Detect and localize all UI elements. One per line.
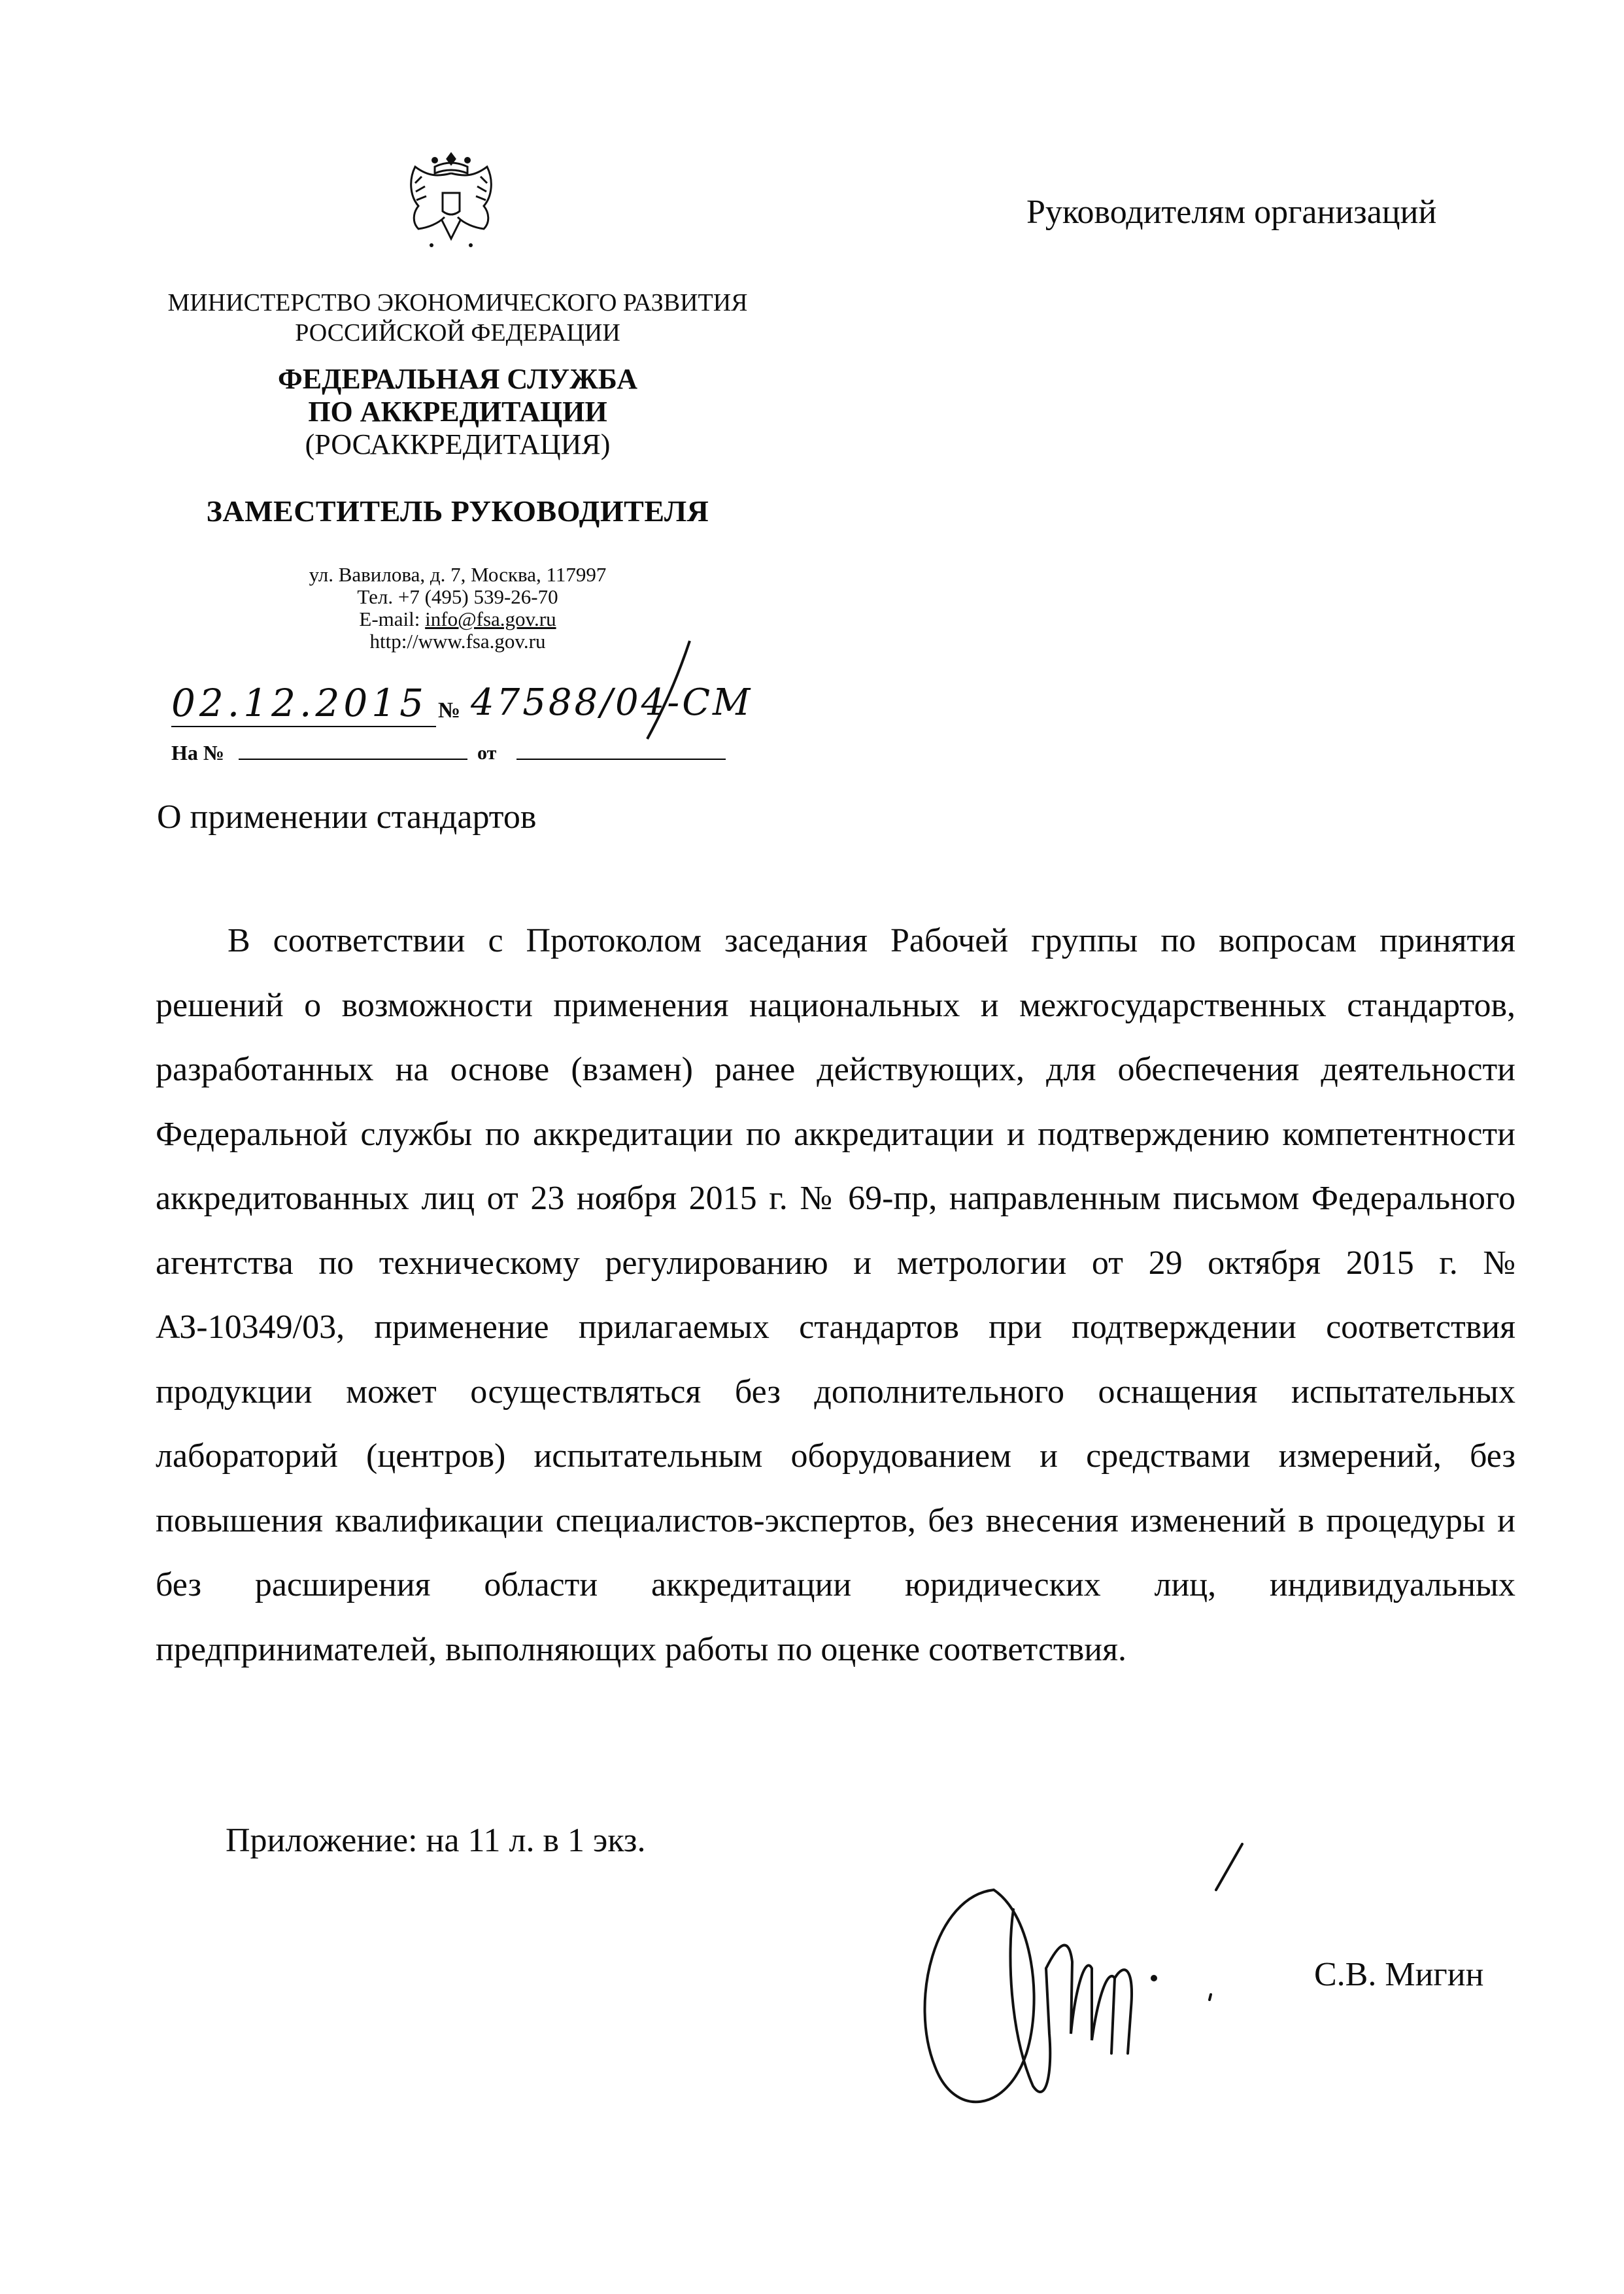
email-link[interactable]: info@fsa.gov.ru xyxy=(425,608,556,630)
email-label: E-mail: xyxy=(359,608,426,630)
service-line-3: (РОСАККРЕДИТАЦИЯ) xyxy=(305,428,611,460)
addressee: Руководителям организаций xyxy=(1026,194,1437,231)
registration-number: 47588/04-СМ xyxy=(471,681,753,724)
reference-date-label: от xyxy=(477,742,497,764)
appendix-note: Приложение: на 11 л. в 1 экз. xyxy=(226,1822,646,1859)
ministry-name xyxy=(131,288,785,348)
service-name xyxy=(131,363,785,461)
service-line-1: ФЕДЕРАЛЬНАЯ СЛУЖБА xyxy=(278,363,637,395)
website-link[interactable]: http://www.fsa.gov.ru xyxy=(369,630,546,653)
position-title: ЗАМЕСТИТЕЛЬ РУКОВОДИТЕЛЯ xyxy=(206,494,709,528)
email-row xyxy=(131,608,785,630)
service-line-2: ПО АККРЕДИТАЦИИ xyxy=(308,396,607,428)
phone: Тел. +7 (495) 539-26-70 xyxy=(357,585,558,608)
reference-number-field xyxy=(239,759,467,760)
ministry-line-2: РОССИЙСКОЙ ФЕДЕРАЦИИ xyxy=(295,319,620,347)
body-paragraph: В соответствии с Протоколом заседания Рабочей группы по вопросам принятия решений о возможности применения национальных и межгосударственных стандартов, разработанных на основе (взамен) ранее действующих, для обеспечения деятельности Федеральной службы по аккредитации по аккредитации и подтверждению компетентности аккредитованных лиц от 23 ноября 2015 г. № 69-пр, направленным письмом Федерального агентства по техническому регулированию и метрологии от 29 октября 2015 г. № АЗ-10349/03, применение прилагаемых стандартов при подтверждении соответствия продукции может осуществляться без дополнительного оснащения испытательных лабораторий (центров) испытательным оборудованием и средствами измерений, без повышения квалификации специалистов-экспертов, без внесения изменений в процедуры и без расширения области аккредитации юридических лиц, индивидуальных предпринимателей, выполняющих работы по оценке соответствия. xyxy=(156,922,1515,1668)
handwritten-slash xyxy=(628,638,706,742)
signature-icon xyxy=(896,1838,1314,2138)
registration-number-label: № xyxy=(438,698,461,723)
subject-line: О применении стандартов xyxy=(157,798,537,836)
signatory-name: С.В. Мигин xyxy=(1314,1956,1484,1993)
address: ул. Вавилова, д. 7, Москва, 117997 xyxy=(309,563,607,586)
ministry-line-1: МИНИСТЕРСТВО ЭКОНОМИЧЕСКОГО РАЗВИТИЯ xyxy=(167,289,748,317)
reference-label: На № xyxy=(171,741,225,764)
reference-date-field xyxy=(516,759,726,760)
registration-date: 02.12.2015 xyxy=(171,680,436,727)
letter-body xyxy=(156,909,1515,1682)
coat-of-arms-icon xyxy=(396,147,507,255)
